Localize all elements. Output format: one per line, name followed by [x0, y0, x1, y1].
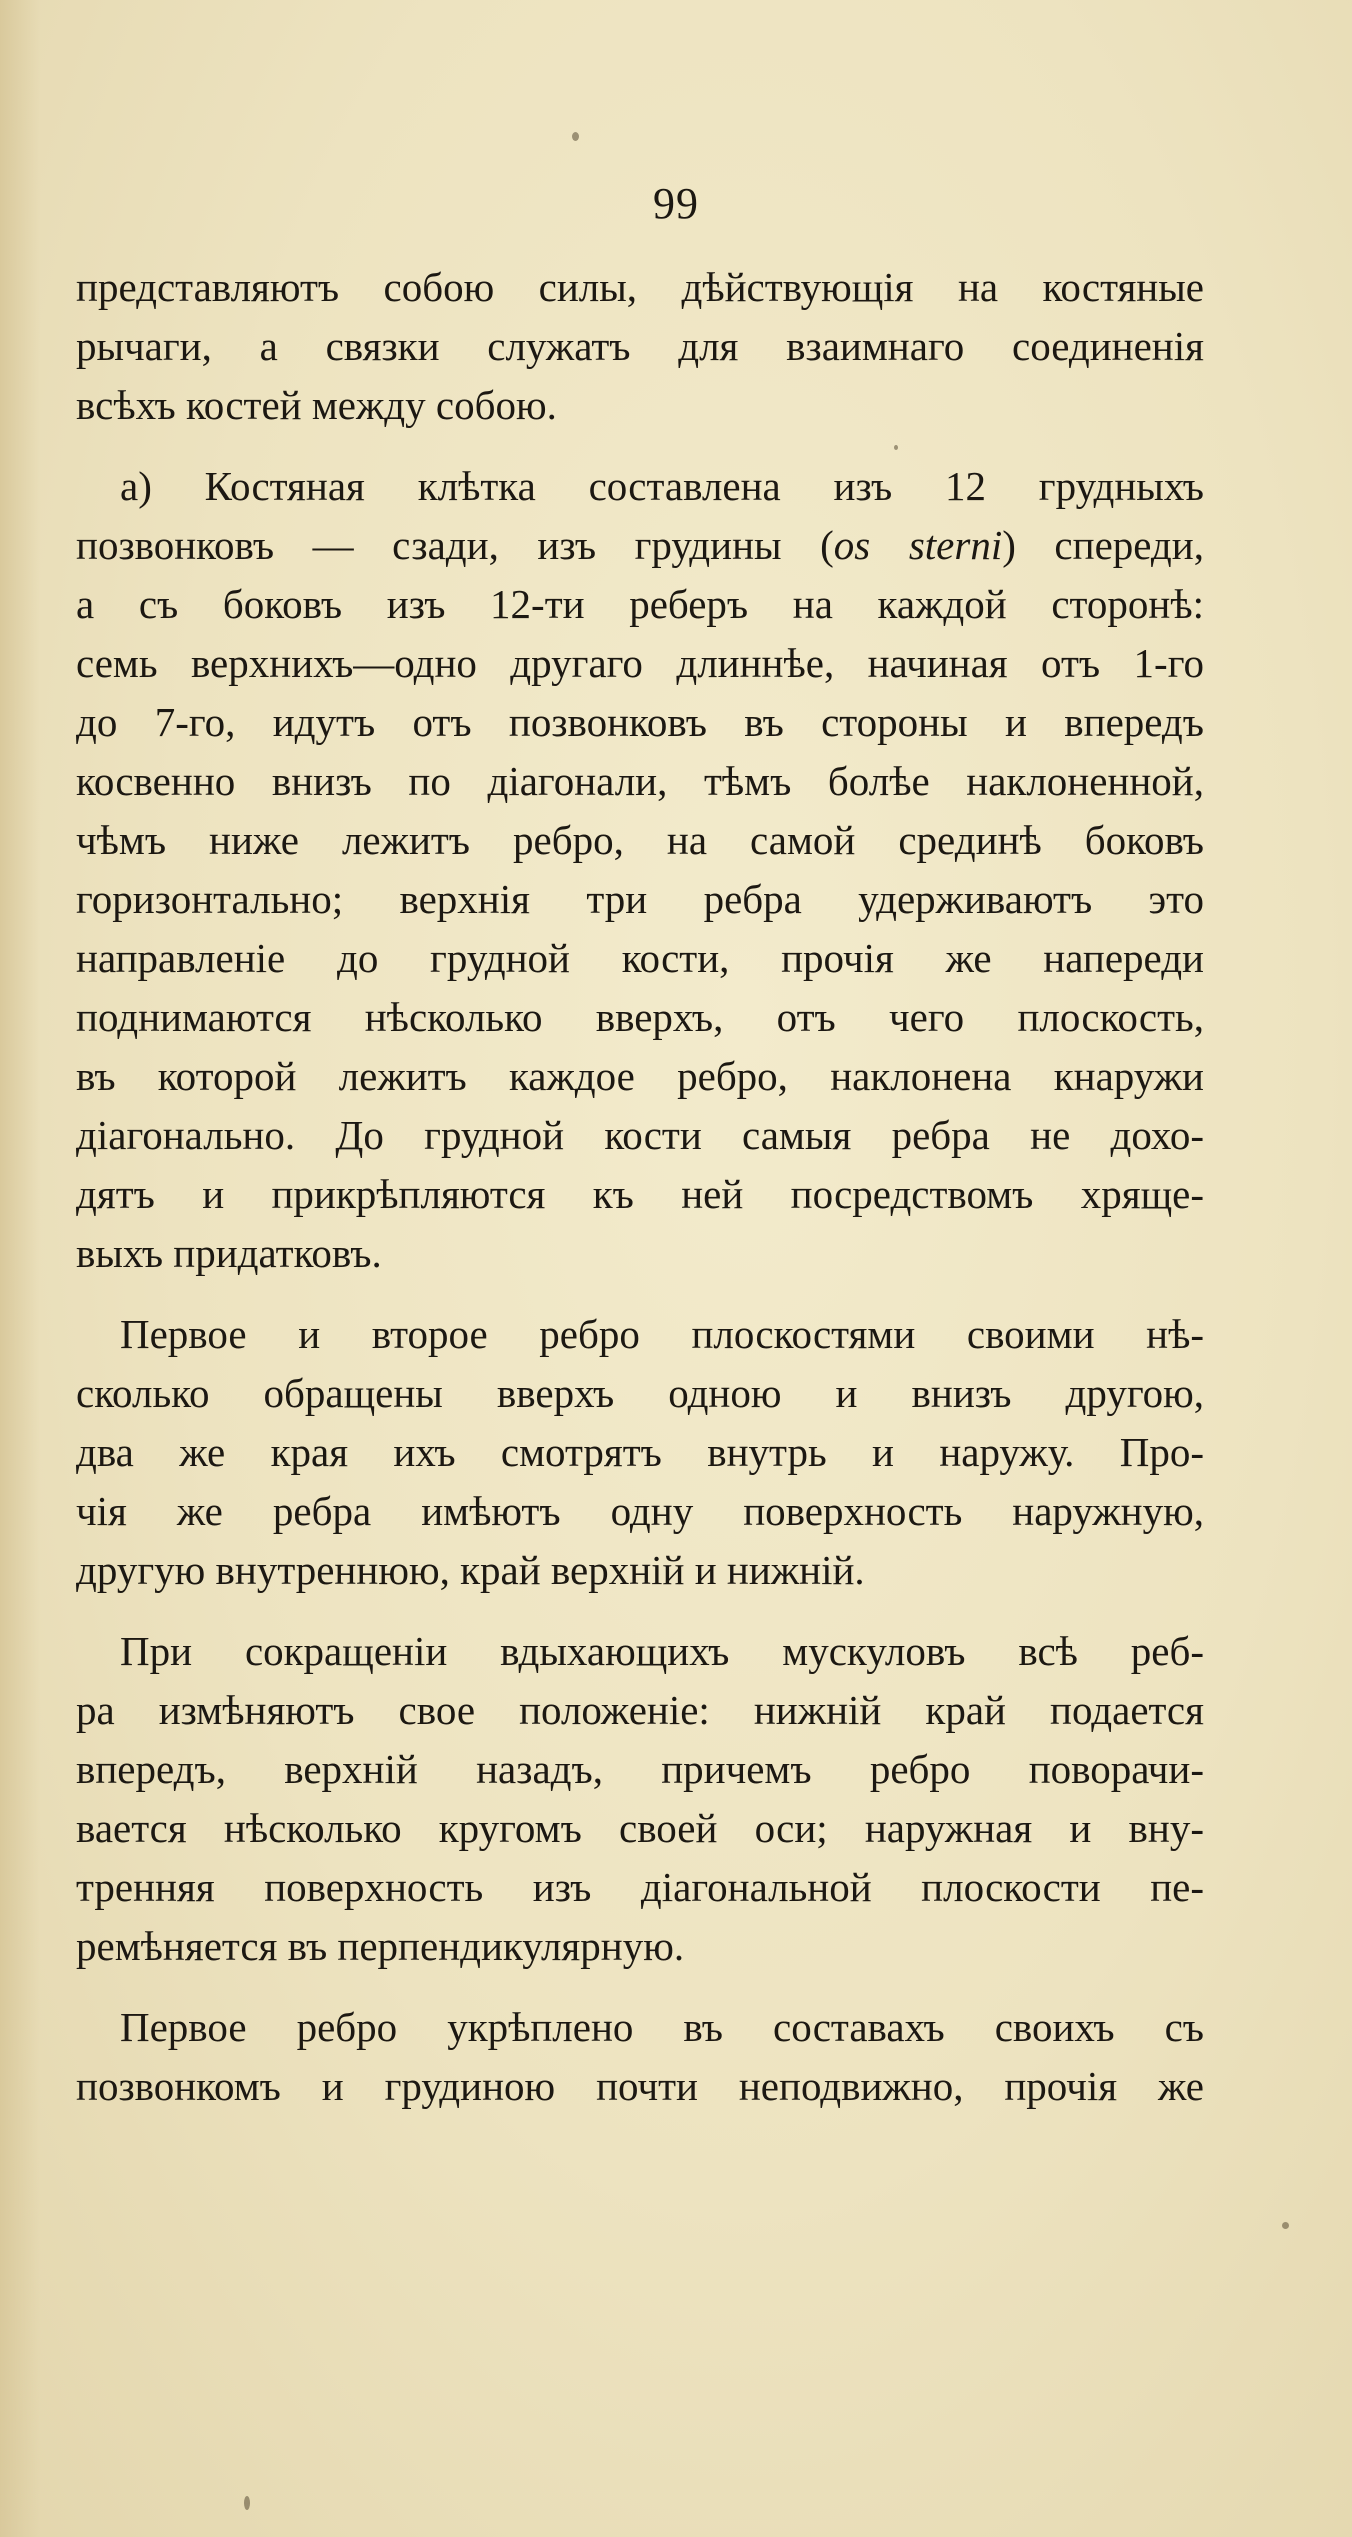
text-line: направленіе до грудной кости, прочія же напереди [76, 935, 1204, 981]
text-line: представляютъ собою силы, дѣйствующія на костяные [76, 264, 1204, 310]
text-line: ремѣняется въ перпендикулярную. [76, 1923, 685, 1969]
text-line: а съ боковъ изъ 12-ти реберъ на каждой сторонѣ: [76, 581, 1204, 627]
text-line: семь верхнихъ—одно другаго длиннѣе, начиная отъ 1-го [76, 640, 1204, 686]
text-line: въ которой лежитъ каждое ребро, наклонена кнаружи [76, 1053, 1204, 1099]
text-line: горизонтально; верхнія три ребра удерживаютъ это [76, 876, 1204, 922]
text-line: а) Костяная клѣтка составлена изъ 12 грудныхъ [120, 463, 1204, 509]
text-line: поднимаются нѣсколько вверхъ, отъ чего плоскость, [76, 994, 1204, 1040]
text-line: два же края ихъ смотрятъ внутрь и наружу. Про- [76, 1429, 1204, 1475]
text-line: впередъ, верхній назадъ, причемъ ребро поворачи- [76, 1746, 1204, 1792]
text-line: косвенно внизъ по діагонали, тѣмъ болѣе наклоненной, [76, 758, 1204, 804]
scan-speck [572, 132, 579, 141]
text-line: другую внутреннюю, край верхній и нижній. [76, 1547, 865, 1593]
text-line: При сокращеніи вдыхающихъ мускуловъ всѣ реб- [120, 1628, 1204, 1674]
text-line: сколько обращены вверхъ одною и внизъ другою, [76, 1370, 1204, 1416]
page-gutter-shadow [0, 0, 40, 2537]
text-line: діагонально. До грудной кости самыя ребра не дохо- [76, 1112, 1204, 1158]
text-line: рычаги, а связки служатъ для взаимнаго соединенія [76, 323, 1204, 369]
latin-term: os sterni [833, 522, 1003, 568]
paragraph-4 [76, 1998, 1204, 2116]
scan-speck [894, 445, 898, 450]
text-line: Первое ребро укрѣплено въ составахъ своихъ съ [120, 2004, 1204, 2050]
text-line: выхъ придатковъ. [76, 1230, 382, 1276]
text-line: позвонкомъ и грудиною почти неподвижно, прочія же [76, 2063, 1204, 2109]
paragraph-3 [76, 1622, 1204, 1976]
text-line: дятъ и прикрѣпляются къ ней посредствомъ хряще- [76, 1171, 1204, 1217]
paragraph-0 [76, 258, 1204, 435]
page-number: 99 [653, 179, 699, 228]
paragraph-1 [76, 457, 1204, 1283]
text-line: до 7-го, идутъ отъ позвонковъ въ стороны и впередъ [76, 699, 1204, 745]
scan-speck [1282, 2222, 1289, 2229]
text-line: чія же ребра имѣютъ одну поверхность наружную, [76, 1488, 1204, 1534]
text-line: ра измѣняютъ свое положеніе: нижній край подается [76, 1687, 1204, 1733]
text-line: позвонковъ — сзади, изъ грудины (os sterni) спереди, [76, 522, 1204, 568]
text-line: Первое и второе ребро плоскостями своими нѣ- [120, 1311, 1204, 1357]
text-line: тренняя поверхность изъ діагональной плоскости пе- [76, 1864, 1204, 1910]
text-line: вается нѣсколько кругомъ своей оси; наружная и вну- [76, 1805, 1204, 1851]
scan-speck [244, 2496, 250, 2510]
body-text [76, 258, 1204, 2116]
text-line: чѣмъ ниже лежитъ ребро, на самой срединѣ боковъ [76, 817, 1204, 863]
paragraph-2 [76, 1305, 1204, 1600]
text-line: всѣхъ костей между собою. [76, 382, 557, 428]
